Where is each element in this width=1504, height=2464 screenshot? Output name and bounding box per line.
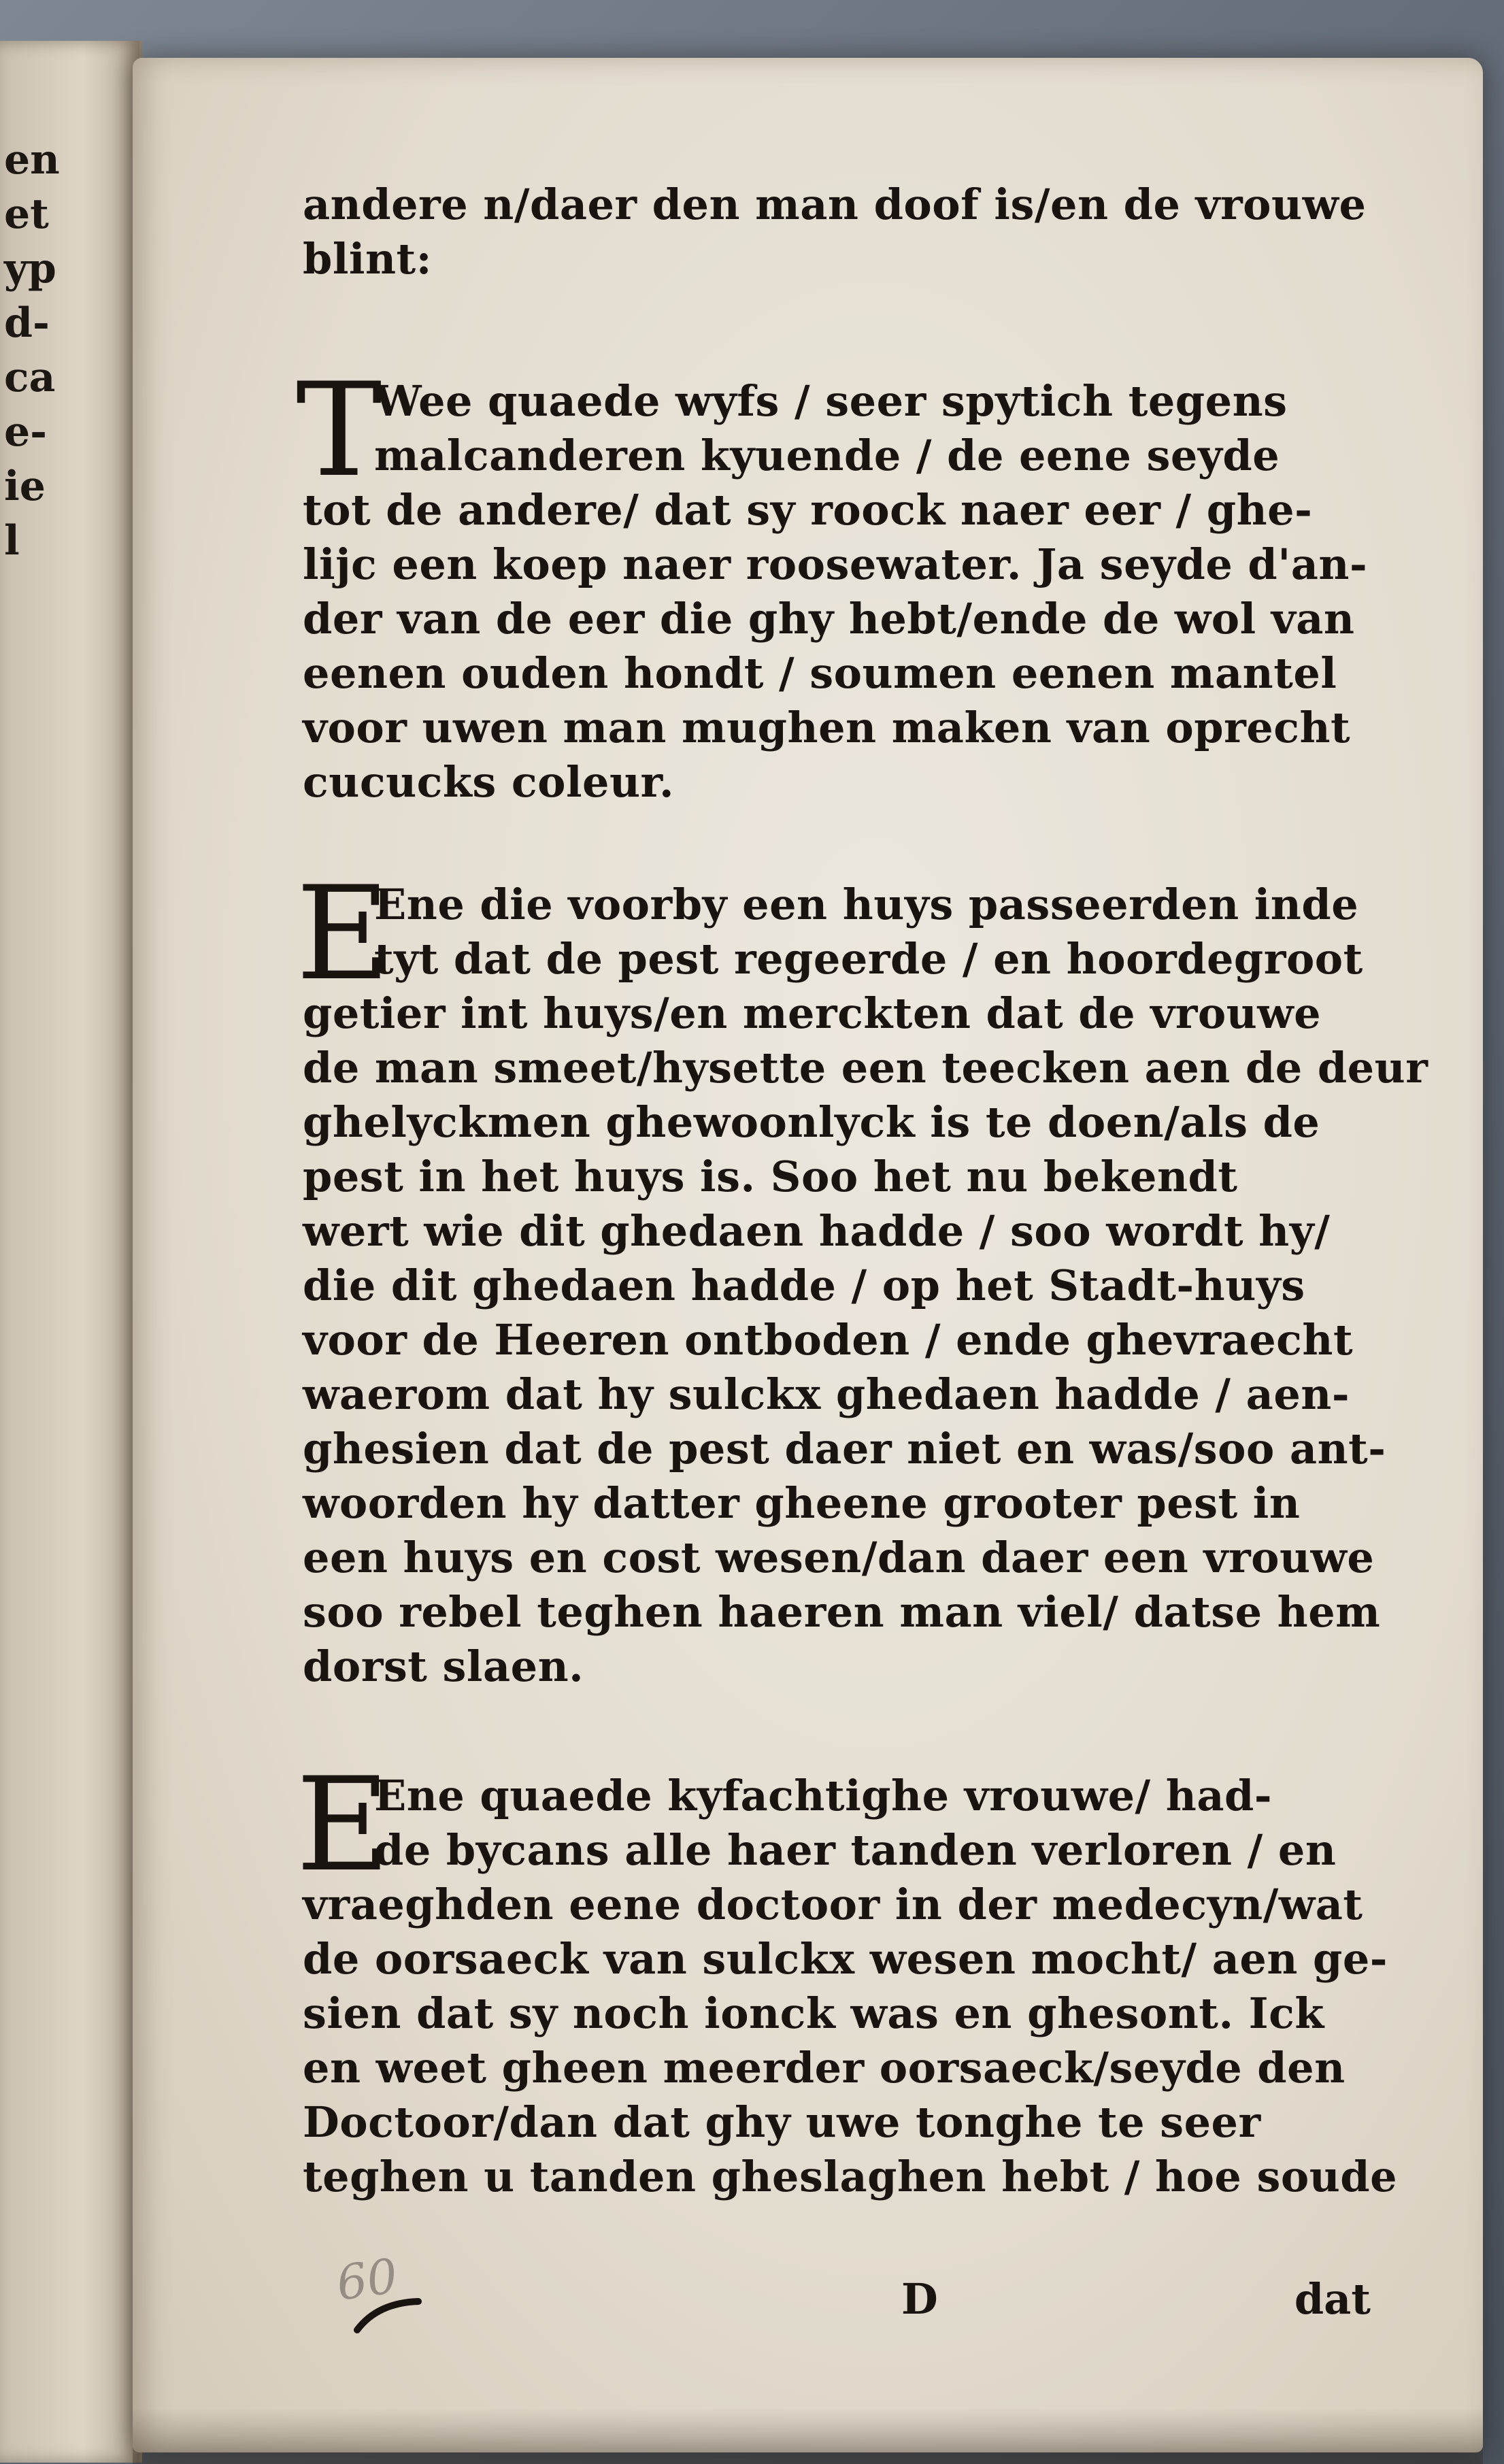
paragraph-1 (296, 355, 1384, 810)
text-line: blint: (303, 234, 433, 284)
left-page-fragment: en (4, 136, 60, 184)
text-line: Doctoor/dan dat ghy uwe tonghe te seer (303, 2097, 1261, 2147)
text-line: de oorsaeck van sulckx wesen mocht/ aen ge- (303, 1934, 1388, 1984)
text-line: ghesien dat de pest daer niet en was/soo ant- (303, 1424, 1386, 1474)
text-line: pest in het huys is. Soo het nu bekendt (303, 1152, 1238, 1201)
text-line: wert wie dit ghedaen hadde / soo wordt hy/ (303, 1206, 1331, 1256)
text-line: voor de Heeren ontboden / ende ghevraecht (303, 1315, 1354, 1365)
left-page-fragment: et (4, 190, 49, 238)
text-line: die dit ghedaen hadde / op het Stadt-huys (303, 1261, 1305, 1310)
text-line: eenen ouden hondt / soumen eenen mantel (303, 648, 1337, 698)
heading-continuation (303, 177, 1384, 286)
text-line: Wee quaede wyfs / seer spytich tegens (374, 376, 1288, 426)
text-line: der van de eer die ghy hebt/ende de wol van (303, 594, 1355, 644)
left-page-fragment: yp (4, 245, 56, 293)
catchword: dat (1294, 2274, 1371, 2324)
left-page-fragment: d- (4, 299, 50, 347)
text-line: andere n/daer den man doof is/en de vrouwe (303, 180, 1367, 229)
page-bottom-shadow (133, 2408, 1483, 2464)
book-page (133, 58, 1483, 2452)
left-page-fragment: e- (4, 408, 48, 456)
text-line: voor uwen man mughen maken van oprecht (303, 703, 1351, 752)
text-line: Ene quaede kyfachtighe vrouwe/ had- (374, 1771, 1273, 1820)
text-line: sien dat sy noch ionck was en ghesont. Ick (303, 1988, 1324, 2038)
text-line: getier int huys/en merckten dat de vrouwe (303, 988, 1322, 1038)
text-line: tyt dat de pest regeerde / en hoordegroot (374, 934, 1363, 984)
left-page-edge (0, 41, 142, 2463)
text-line: lijc een koep naer roosewater. Ja seyde d'an- (303, 539, 1368, 589)
drop-cap: E (296, 1750, 390, 1900)
left-page-fragment: ca (4, 354, 56, 401)
text-line: ghelyckmen ghewoonlyck is te doen/als de (303, 1097, 1320, 1147)
text-line: een huys en cost wesen/dan daer een vrouwe (303, 1533, 1375, 1582)
text-line: Ene die voorby een huys passeerden inde (374, 880, 1359, 929)
text-line: en weet gheen meerder oorsaeck/seyde den (303, 2043, 1346, 2093)
pencil-annotation: 60 (333, 2248, 401, 2312)
text-line: dorst slaen. (303, 1642, 584, 1691)
text-line: soo rebel teghen haeren man viel/ datse hem (303, 1587, 1381, 1637)
paragraph-3 (296, 1750, 1398, 2204)
text-line: tot de andere/ dat sy roock naer eer / ghe- (303, 485, 1313, 535)
page-footer (303, 2272, 1384, 2327)
paragraph-2 (296, 859, 1428, 1694)
text-line: cucucks coleur. (303, 757, 675, 807)
signature-mark: D (901, 2274, 938, 2324)
left-page-fragment: l (4, 517, 20, 565)
text-line: waerom dat hy sulckx ghedaen hadde / aen- (303, 1369, 1350, 1419)
drop-cap: T (296, 355, 382, 505)
text-line: de man smeet/hysette een teecken aen de deur (303, 1043, 1428, 1093)
drop-cap: E (296, 859, 390, 1009)
text-line: woorden hy datter gheene grooter pest in (303, 1478, 1301, 1528)
text-line: de bycans alle haer tanden verloren / en (374, 1825, 1337, 1875)
text-line: malcanderen kyuende / de eene seyde (374, 431, 1280, 480)
text-line: teghen u tanden gheslaghen hebt / hoe soude (303, 2152, 1398, 2201)
text-line: vraeghden eene doctoor in der medecyn/wat (303, 1880, 1363, 1929)
ink-stroke-mark (350, 2296, 425, 2337)
left-page-fragment: ie (4, 463, 46, 510)
